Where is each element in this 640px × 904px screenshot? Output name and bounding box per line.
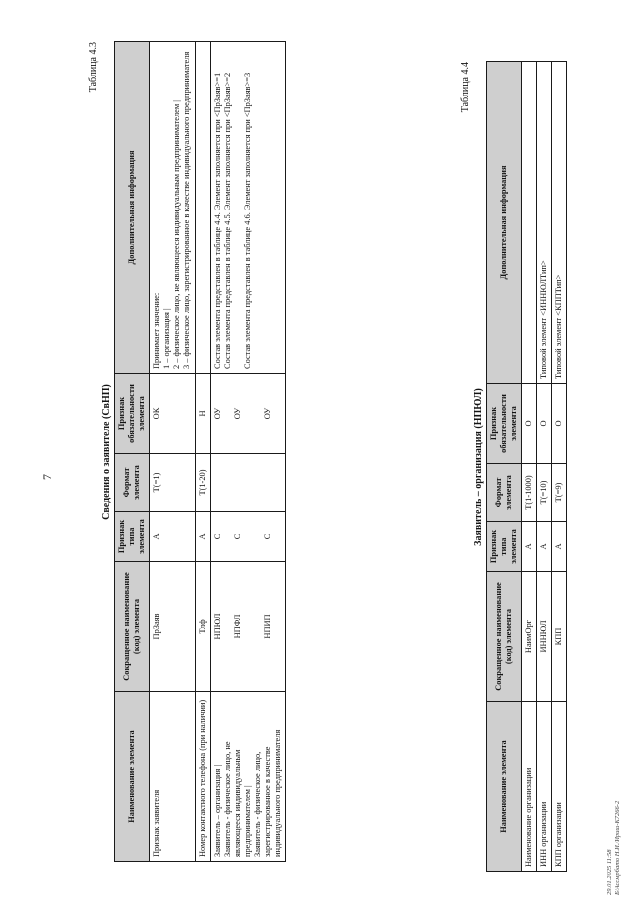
table-cell: Наименование организации bbox=[522, 702, 537, 872]
table-cell: О bbox=[537, 384, 552, 464]
table-cell: Принимает значение: 1 – организация | 2 – физическое лицо, не являющееся индивидуальным предпринимателем | 3 – физическое лицо, зарегистрированное в качестве индивидуального предпринимателя bbox=[150, 42, 195, 374]
table-cell: О bbox=[522, 384, 537, 464]
column-header: Наименование элемента bbox=[487, 702, 522, 872]
table-cell: А bbox=[537, 522, 552, 572]
column-header: Дополнительная информация bbox=[487, 62, 522, 384]
column-header: Сокращенное наименование (код) элемента bbox=[115, 562, 150, 692]
table-title: Заявитель – организация (НПЮЛ) bbox=[473, 388, 484, 546]
table-cell bbox=[210, 454, 286, 512]
table-cell bbox=[522, 62, 537, 384]
table-cell: А bbox=[150, 512, 195, 562]
table-cell: Тлф bbox=[195, 562, 210, 692]
applicant-info-table bbox=[114, 41, 286, 862]
table-cell: ПрЗаяв bbox=[150, 562, 195, 692]
organization-applicant-table bbox=[486, 61, 567, 872]
table-4-4-block bbox=[460, 62, 567, 872]
footer-line: 29.01.2025 11:58 bbox=[606, 849, 613, 895]
table-row bbox=[210, 42, 286, 862]
column-header: Признак обязательности элемента bbox=[487, 384, 522, 464]
table-cell: Номер контактного телефона (при наличии) bbox=[195, 692, 210, 862]
table-header-row bbox=[115, 42, 150, 862]
table-4-3-block bbox=[88, 42, 286, 862]
table-cell: Т(=1) bbox=[150, 454, 195, 512]
document-footer bbox=[606, 801, 622, 895]
column-header: Сокращенное наименование (код) элемента bbox=[487, 572, 522, 702]
table-caption: Таблица 4.3 bbox=[88, 42, 99, 93]
table-cell: Т(1-1000) bbox=[522, 464, 537, 522]
column-header: Дополнительная информация bbox=[115, 42, 150, 374]
footer-line: Б/Ассмрбато Н.И./Ириш-К7266-2 bbox=[613, 800, 621, 895]
table-row bbox=[522, 62, 537, 872]
table-row bbox=[150, 42, 195, 862]
table-cell: А bbox=[195, 512, 210, 562]
table-cell: КПП организации bbox=[552, 702, 567, 872]
table-cell: Т(1-20) bbox=[195, 454, 210, 512]
table-caption: Таблица 4.4 bbox=[460, 62, 471, 113]
table-row bbox=[552, 62, 567, 872]
column-header: Признак обязательности элемента bbox=[115, 374, 150, 454]
column-header: Признак типа элемента bbox=[115, 512, 150, 562]
table-title: Сведения о заявителе (СвНП) bbox=[101, 384, 112, 520]
table-cell: Т(=10) bbox=[537, 464, 552, 522]
table-row bbox=[195, 42, 210, 862]
table-header-row bbox=[487, 62, 522, 872]
table-cell: Признак заявителя bbox=[150, 692, 195, 862]
table-cell: ИНН организации bbox=[537, 702, 552, 872]
page-number: 7 bbox=[40, 474, 54, 480]
table-cell: ОК bbox=[150, 374, 195, 454]
column-header: Признак типа элемента bbox=[487, 522, 522, 572]
table-cell: НаимОрг bbox=[522, 572, 537, 702]
table-cell: Типовой элемент <КППТип> bbox=[552, 62, 567, 384]
column-header: Наименование элемента bbox=[115, 692, 150, 862]
table-cell: О bbox=[552, 384, 567, 464]
table-row bbox=[537, 62, 552, 872]
table-cell: КПП bbox=[552, 572, 567, 702]
column-header: Формат элемента bbox=[115, 454, 150, 512]
table-cell: Типовой элемент <ИННЮЛТип> bbox=[537, 62, 552, 384]
table-cell: Т(=9) bbox=[552, 464, 567, 522]
table-cell: Заявитель – организация | Заявитель - физическое лицо, не являющееся индивидуальным предпринимателем | Заявитель - физическое лицо, зарегистрированное в качестве индивидуального предпринимателя bbox=[210, 692, 286, 862]
table-cell: НПЮЛ НПФЛ НПИП bbox=[210, 562, 286, 692]
table-cell bbox=[195, 42, 210, 374]
table-cell: Состав элемента представлен в таблице 4.4. Элемент заполняется при <ПрЗаяв>=1 Состав элемента представлен в таблице 4.5. Элемент заполняется при <ПрЗаяв>=2 Состав элемента представлен в таблице 4.6. Элемент заполняется при <ПрЗаяв>=3 bbox=[210, 42, 286, 374]
table-cell: ИННЮЛ bbox=[537, 572, 552, 702]
table-cell: С С С bbox=[210, 512, 286, 562]
table-cell: Н bbox=[195, 374, 210, 454]
column-header: Формат элемента bbox=[487, 464, 522, 522]
table-cell: А bbox=[522, 522, 537, 572]
table-cell: А bbox=[552, 522, 567, 572]
table-cell: ОУ ОУ ОУ bbox=[210, 374, 286, 454]
